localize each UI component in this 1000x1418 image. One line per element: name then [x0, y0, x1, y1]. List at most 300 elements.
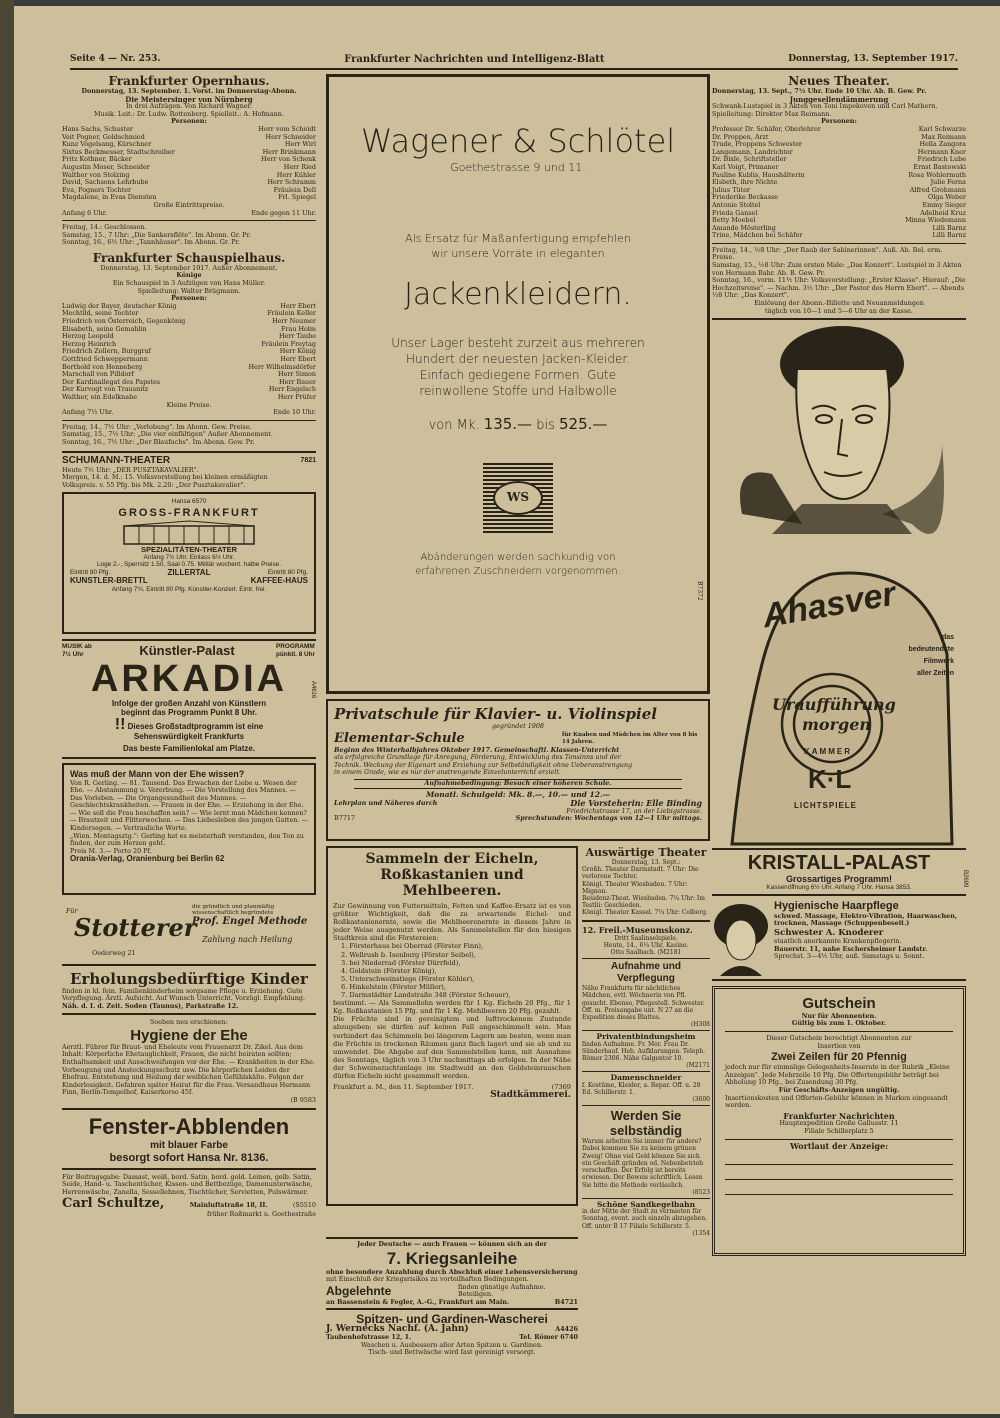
- privat-elem-side: für Knaben und Mädchen im Alter von 8 bis 14 Jahren.: [562, 732, 698, 745]
- neues-footer1: Einlösung der Abonn.-Billette und Neuanmeldungen: [754, 299, 924, 308]
- cast-role: Sixtus Beckmesser, Stadtschreiber: [62, 147, 175, 156]
- cast-role: Hans Sachs, Schuster: [62, 124, 133, 133]
- cast-actor: Olga Weber: [928, 193, 966, 202]
- upcoming-line: Samstag, 15., 7½ Uhr: „Die vier einfältigen" Außer Abonnement.: [62, 430, 273, 439]
- gutschein-exp: Hauptexpedition Große Gallusstr. 11: [779, 1119, 899, 1128]
- privat-elem: Elementar-Schule: [334, 730, 465, 746]
- cast-actor: Fräulein Keller: [267, 309, 316, 318]
- cast-actor: Julie Ferna: [930, 178, 966, 187]
- wagener-ad: [326, 74, 710, 694]
- kriegs-big: Abgelehnte: [326, 1284, 392, 1299]
- arkadia-l2: beginnt das Programm Punkt 8 Uhr.: [120, 707, 258, 717]
- price-prefix: von Mk.: [428, 418, 480, 433]
- cast-actor: Lilli Barnz: [932, 231, 966, 240]
- cast-role: Friedrich von Österreich, Gegenkönig: [62, 317, 186, 326]
- ehe-quote: „Wien. Montagsztg.": Gerling hat es meisterhaft verstanden, den Ton zu finden, der zum Herzen geht.: [70, 831, 304, 848]
- cast-actor: Herr Wirl: [284, 140, 316, 149]
- neues-theater-listing: [712, 74, 966, 320]
- museum-l2: Heute, 14., 6¼ Uhr, Kasino.: [603, 941, 689, 949]
- wagener-p1: Unser Lager besteht zurzeit aus mehreren: [391, 336, 645, 350]
- privat-cond: Aufnahmebedingung: Besuch einer höheren Schule.: [354, 779, 682, 789]
- neues-date: Donnerstag, 13. Sept., 7½ Uhr. Ende 10 Uhr. Ab. B. Gew. Pr.: [712, 87, 927, 95]
- schauspiel-title: Frankfurter Schauspielhaus.: [92, 250, 286, 265]
- header-left: Seite 4 — Nr. 253.: [70, 54, 161, 64]
- haar-text: schwed. Massage, Elektro-Vibration, Haarwaschen, trocknen, Massage (Schuppenbeseit.): [774, 911, 958, 928]
- upcoming-line: Samstag, 15., 7 Uhr: „Die Sankersflöte". Im Abonn. Gr. Pr.: [62, 230, 251, 239]
- kriegs-code: B4721: [554, 1297, 578, 1306]
- wagener-code: B7372: [696, 581, 703, 601]
- privat-l2: als erfolgreiche Grundlage für Anregung, Förderung, Entwicklung des Tonsinns und der: [334, 753, 621, 762]
- schumann-line2: Morgen, 14. d. M.: 15. Volksvorstellung bei kleinen ermäßigten: [62, 473, 268, 482]
- theater-item: Großh. Theater Darmstadt. 7 Uhr: Die verlorene Tochter.: [582, 866, 699, 881]
- neues-credits: Schwank-Lustspiel in 3 Akten von Toni Impekoven und Carl Mathern. Spielleitung: Direktor Max Reimann.: [712, 102, 938, 118]
- theater-item: Königl. Theater Kassel. 7¼ Uhr: Colberg.: [582, 909, 708, 917]
- opera-listing: [62, 74, 316, 247]
- cast-actor: Fräulein Freytag: [261, 339, 316, 348]
- cast-actor: Karl Schwarze: [918, 124, 966, 133]
- gutschein-l1: Dieser Gutschein berechtigt Abonnenten zur: [766, 1034, 912, 1042]
- kegel-title: Schöne Sandkegelbahn: [596, 1199, 696, 1209]
- arkadia-side: A4616: [310, 681, 316, 699]
- museum-title: 12. Freil.-Museumskonz.: [582, 924, 693, 935]
- kristall-ad: [712, 848, 966, 896]
- privat-code: B7717: [334, 814, 355, 823]
- cast-role: Magdalene, in Evas Diensten: [62, 193, 157, 202]
- kristall-l1: Grossartiges Programm!: [785, 874, 893, 885]
- cast-role: Walther von Stolzing: [62, 170, 130, 179]
- cast-role: Trude, Proppens Schwester: [712, 140, 802, 149]
- privat-head: Die Vorsteherin: Elle Binding: [570, 798, 702, 809]
- opera-credits: Musik. Leit.: Dr. Ludw. Rottenberg. Spielleit.: A. Hofmann.: [94, 109, 284, 118]
- kriegsanleihe-ad: [326, 1237, 578, 1307]
- schauspiel-subtitle: Ein Schauspiel in 3 Aufzügen von Hans Müller.: [112, 279, 266, 288]
- haar-hours: Sprechst. 3—4½ Uhr, auß. Samstags u. Sonnt.: [774, 952, 925, 961]
- ehe-publisher: Orania-Verlag, Oranienburg bei Berlin 62: [70, 854, 225, 864]
- cast-role: Der Kardinallegat des Papstes: [62, 377, 161, 386]
- hygiene-small: Soeben neu erschienen:: [150, 1018, 228, 1027]
- privat-addr: Friedrichstrasse 17, an der Liebigstrasse.: [566, 806, 702, 815]
- upcoming-line: Freitag, 14., 7½ Uhr: „Verlobung". Im Abonn. Gew. Preise.: [62, 422, 252, 431]
- gutschein-valid: Gültig bis zum 1. Oktober.: [791, 1019, 887, 1028]
- spitzen-tel: Tel. Römer 6740: [519, 1333, 578, 1342]
- header-right: Donnerstag, 13. September 1917.: [788, 54, 958, 64]
- gross-time: Anfang 7½ Uhr. Einlass 6½ Uhr.: [143, 553, 235, 561]
- schumann-phone: 7821: [300, 456, 316, 464]
- hygiene-text: Aerztl. Führer für Braut- und Eheleute vom Frauenarzt Dr. Zikel. Aus dem Inhalt: Körperliche Ehetauglichkeit, Frauen, die nicht heiraten sollten; Enthaltsamkeit und Ausschweifungen vor der Ehe. — Krankheiten in der Ehe. Vorbeugung und Ansteckungsschutz usw. Die körperlichen Leiden der Ehefrau. Entstehung und Heilung der weiblichen Gefühlskälte. Folgen der Kinderlosigkeit. Gefahren später Heirat für die Frau. Versandhaus Hermann Finn, Berlin-Tempelhof, Kaiserkorso 45f.: [62, 1042, 315, 1097]
- schauspiel-persons-label: Personen:: [171, 294, 207, 303]
- schultze-name: Carl Schultze,: [62, 1196, 165, 1212]
- collection-point: 6. Hinkelstein (Förster Müller),: [341, 982, 446, 991]
- cast-role: David, Sachsens Lehrbube: [62, 178, 149, 187]
- cast-actor: Minna Wiedemann: [905, 216, 966, 225]
- gross-bottom-right: KAFFEE-HAUS: [250, 576, 308, 586]
- wagener-l2: wir unsere Vorräte in eleganten: [431, 247, 605, 260]
- schultze-ad: [62, 1174, 316, 1219]
- wagener-price: [341, 415, 695, 435]
- neues-upcoming: [712, 247, 966, 300]
- spitzen-code: A4426: [555, 1325, 578, 1334]
- schumann-line1: Heute 7½ Uhr: „DER PUSZTAKAVALIER".: [62, 465, 199, 474]
- museum-l1: Dritt Saalinselspiele.: [614, 934, 678, 942]
- schultze-code: (S5510: [292, 1201, 316, 1210]
- selbst-title2: selbständig: [609, 1123, 683, 1139]
- schauspiel-prices: Kleine Preise.: [166, 400, 212, 409]
- schumann-ad: [62, 451, 316, 490]
- kristall-code: B2699: [962, 870, 968, 888]
- collection-point: 7. Darmstädter Landstraße 348 (Förster Scheuer),: [341, 991, 511, 1000]
- cast-actor: Friedrich Lube: [917, 155, 966, 164]
- arkadia-l4: Sehenswürdigkeit Frankfurts: [133, 731, 245, 741]
- cast-role: Pauline Kublis, Haushälterin: [712, 170, 805, 179]
- aufnahme-code: (H308: [690, 1021, 710, 1029]
- cast-role: Julius Tüter: [712, 185, 750, 194]
- privat-l1: Beginn des Winterhalbjahres Oktober 1917. Gemeinschaftl. Klassen-Unterricht: [334, 745, 620, 754]
- wagener-title: Wagener & Schlötel: [360, 122, 676, 160]
- ws-logo: [483, 463, 553, 533]
- cast-role: Walther, ein Edelknabe: [62, 392, 137, 401]
- collection-point: 1. Försterhaus bei Oberrad (Förster Finn),: [341, 942, 484, 951]
- gutschein-paper: Frankfurter Nachrichten: [783, 1110, 895, 1121]
- upcoming-line: Sonntag, 16., 6½ Uhr: „Tannhäuser". Im Abonn. Gr. Pr.: [62, 238, 240, 247]
- cast-role: Kunz Vogelsang, Kürschner: [62, 140, 152, 149]
- cast-role: Trine, Mädchen bei Schäfer: [712, 231, 803, 240]
- auswaert-date: Donnerstag, 13. Sept.:: [611, 859, 681, 866]
- schauspiel-cast-list: [62, 303, 316, 402]
- cast-actor: Hella Zangora: [919, 140, 966, 149]
- kriegs-l3: finden günstige Aufnahme. Beteiligen.: [458, 1282, 546, 1299]
- cast-actor: Herr Engelsch: [268, 385, 316, 394]
- neues-cast-list: [712, 126, 966, 240]
- gutschein-line[interactable]: [725, 1150, 953, 1165]
- privat-l4: in einem Grade, wie es nur der anstrengende Einzelunterricht erzielt.: [334, 768, 561, 777]
- wagener-l1: Als Ersatz für Maßanfertigung empfehlen: [405, 232, 631, 245]
- cast-actor: Herr Ried: [283, 162, 316, 171]
- kriegs-top: Jeder Deutsche — auch Frauen — können sich an der: [357, 1239, 547, 1248]
- upcoming-line: Sonntag, 16., 7½ Uhr: „Der Blaufuchs". Im Abonn. Gew. Pr.: [62, 437, 255, 446]
- cast-role: Friedrich Zollern, Burggraf: [62, 347, 151, 356]
- wagener-addr: Goethestrasse 9 und 11.: [450, 161, 586, 174]
- cast-role: Ludwig der Bayer, deutscher König: [62, 301, 177, 310]
- gutschein-sub: Nur für Abonnenten.: [801, 1011, 877, 1020]
- cast-actor: Herr Schneider: [265, 132, 316, 141]
- ahasver-ad: [712, 324, 966, 844]
- right-column: [712, 74, 966, 1256]
- kriegs-l2: mit Einschluß der Kriegsrisikos zu vorteilhaften Bedingungen.: [326, 1275, 529, 1284]
- privat-founded: gegründet 1908: [492, 722, 544, 730]
- sammeln-code: (7369: [551, 1083, 571, 1092]
- cast-role: Elsbeth, ihre Nichte: [712, 178, 778, 187]
- wagener-big: Jackenkleidern.: [404, 277, 632, 312]
- ahasver-ur: Uraufführung: [772, 695, 896, 715]
- ahasver-das: das: [941, 634, 954, 642]
- spitzen-ad: [326, 1308, 578, 1356]
- schumann-title: SCHUMANN-THEATER: [62, 454, 171, 466]
- cast-role: Elisabeth, seine Gemahlin: [62, 324, 147, 333]
- cast-actor: Rosa Wohlermuth: [908, 170, 966, 179]
- gutschein-l4: Für Geschäfts-Anzeigen ungültig.: [778, 1085, 900, 1094]
- cast-actor: Herr Prüfer: [277, 392, 316, 401]
- cast-actor: Herr Taube: [278, 332, 316, 341]
- stotterer-payment: Zahlung nach Heilung: [202, 934, 293, 944]
- fenster-l3: besorgt sofort Hansa Nr. 8136.: [109, 1151, 269, 1164]
- damen-text: f. Kostüme, Kleider, a. Repar. Off. u. 28 Ed. Schillerstr. 1.: [582, 1081, 701, 1096]
- header-center: Frankfurter Nachrichten und Intelligenz-Blatt: [344, 54, 605, 65]
- stotterer-street: Oederweg 21: [92, 948, 136, 957]
- gutschein-l5: Insertionskosten und Offerten-Gebühr können in Marken eingesandt werden.: [725, 1093, 948, 1110]
- cast-actor: Herr Neumer: [272, 317, 316, 326]
- ahasver-lichtspiele: LICHTSPIELE: [794, 801, 858, 811]
- schauspiel-listing: [62, 251, 316, 447]
- cast-actor: Frl. Spiegel: [278, 193, 316, 202]
- haar-text2: staatlich anerkannte Krankenpflegerin.: [774, 937, 902, 945]
- kegel-code: (1354: [692, 1229, 710, 1237]
- upcoming-line: Freitag, 14.: Geschlossen.: [62, 223, 147, 232]
- gross-prices: Loge 2.-, Sperrsitz 1.50, Saal 0.75. Militär wochent. halbe Preise.: [96, 561, 281, 569]
- auswaert-title: Auswärtige Theater: [585, 846, 707, 859]
- neues-work: Junggesellendämmerung: [789, 94, 889, 104]
- ahasver-morgen: morgen: [802, 715, 872, 735]
- ahasver-film: Filmwerk: [923, 658, 954, 666]
- ahasver-title: Ahasver: [759, 574, 899, 636]
- sammeln-notice: [326, 846, 578, 1206]
- opera-prices: Große Eintrittspreise.: [153, 200, 225, 209]
- schauspiel-work: Könige: [176, 271, 202, 280]
- theater-item: Königl. Theater Wiesbaden. 7 Uhr: Mignon.: [582, 880, 688, 895]
- cast-role: Dr. Bixle, Schriftsteller: [712, 155, 787, 164]
- gross-frankfurt-ad: [62, 492, 316, 634]
- ehe-order: Preis M. 3.— Porto 20 Pf.: [70, 846, 152, 855]
- erholung-title: Erholungsbedürftige Kinder: [70, 969, 308, 988]
- building-illustration: [114, 520, 264, 546]
- hygiene-ad: [62, 1019, 316, 1109]
- gutschein-coupon: [712, 986, 966, 1256]
- cast-actor: Herr Kühler: [276, 170, 316, 179]
- cast-role: Karl Voigt, Primaner: [712, 162, 779, 171]
- ehe-text: Von R. Gerling. — 81. Tausend. Das Erwachen der Liebe u. Wesen der Ehe. — Abstammung u. Vererbung. — Die Vorstellung des Mannes. — Das Vorleben. — Die Organgesundheit des Mannes. — Geschlechtskrankheiten. — Frauen in der Ehe. — Erziehung in der Ehe. — Wie soll die Frau beschaffen sein? — Wie lernt man Mädchen kennen? — Brautzeit und Flitterwochen. — Das Liebesleben des jungen Gatten. — Kindersegen. — Vertrauliche Worte.: [70, 778, 308, 833]
- ehe-book-ad: [62, 763, 316, 895]
- erholung-text: finden in kl. fein. Familienkinderheim sorgsame Pflege u. Erziehung. Gute Verpflegung. Ärztl. Aufsicht. Auf Wunsch Unterricht. Vorzügl. Empfehlung.: [62, 986, 306, 1003]
- damenschneider-ad: [582, 1074, 710, 1106]
- cast-role: Augustin Moser, Schneider: [62, 162, 150, 171]
- gross-center: ZILLERTAL: [167, 567, 211, 577]
- sammeln-title2: Roßkastanien und Mehlbeeren.: [380, 867, 524, 899]
- haar-title: Hygienische Haarpflege: [774, 899, 899, 912]
- privatent-code: (M2171: [686, 1062, 710, 1070]
- schauspiel-date: Donnerstag, 13. September 1917. Außer Abonnement.: [100, 263, 278, 272]
- schultze-addr2: früher Roßmarkt u. Goethestraße: [207, 1210, 316, 1219]
- privat-title: Privatschule für Klavier- u. Violinspiel: [334, 705, 657, 723]
- ws-logo-text: WS: [493, 481, 543, 515]
- stotterer-fuer: Für: [66, 906, 78, 915]
- wagener-p4: reinwollene Stoffe und Halbwolle: [419, 384, 617, 398]
- arkadia-programm: PROGRAMM pünktl. 8 Uhr: [276, 643, 316, 658]
- auswaert-items: [582, 866, 710, 916]
- price-high: 525.—: [558, 415, 608, 433]
- gutschein-line[interactable]: [725, 1180, 953, 1195]
- privatent-text: finden Aufnahme. Fr. Mor. Frau Dr. Sünderhauf. Heb. Aufklarungen. Teleph. Römer 2306. Nähe Galgentor 10.: [582, 1040, 706, 1063]
- aufnahme-ad: [582, 961, 710, 1031]
- schauspiel-end: Ende 10 Uhr.: [273, 408, 316, 417]
- schultze-addr: Mainluftstraße 18, II.: [189, 1201, 268, 1210]
- cast-role: Dr. Proppen, Arzt: [712, 132, 769, 141]
- kristall-title: KRISTALL-PALAST: [747, 852, 931, 875]
- collection-point: 2. Wellrush b. Isenburg (Förster Seibel),: [341, 950, 476, 959]
- cast-actor: Fräulein Dell: [273, 185, 316, 194]
- privat-lesson: Lehrplan und Näheres durch: [334, 799, 438, 808]
- cast-actor: Max Reimann: [921, 132, 966, 141]
- cast-actor: Ernst Bastowski: [913, 162, 966, 171]
- arkadia-ad: MUSIK ab 7½ Uhr Künstler-Palast PROGRAMM pünktl. 8 Uhr ARKADIA Infolge der großen Anzahl von Künstlern beginnt das Programm Punkt 8 Uhr. !! Dieses Großstadtprogramm ist eine Sehenswürdigkeit Frankfurts Das beste Familienlokal am Platze. A4616: [62, 639, 316, 758]
- gross-bottom-left: KUNSTLER-BRETTL: [70, 576, 148, 586]
- sammeln-t3: Die Früchte sind in gereinigtem und lufttrockenem Zustande abzugeben; sie dürfen auf keinen Fall angeschimmelt sein. Man verhindert das Schimmeln bei längerem Lagern am besten, wenn man die Früchte in trockenen Räumen ganz flach lagert und sie ab und zu umwendet. Die Abgabe auf den Sammelstellen kann, mit Ausnahme des Sonntags, täglich von 3 Uhr nachmittags ab erfolgen. In der Nähe der Schweinezuchtanlage im Stadtwald an den Goldsteinrauschen dürfen Eicheln nicht gesammelt werden.: [333, 1015, 571, 1080]
- cast-role: Gottfried Schweppermann: [62, 355, 148, 363]
- opera-title: Frankfurter Opernhaus.: [108, 74, 270, 88]
- cast-role: Berthold von Henneberg: [62, 362, 143, 371]
- gutschein-l2: Insertion von: [817, 1041, 861, 1050]
- opera-date: Donnerstag, 13. September. 1. Vorst. im Donnerstag-Abonn.: [81, 87, 297, 95]
- cast-role: Herzog Heinrich: [62, 339, 117, 348]
- gross-right-entry: Eintritt 80 Pfg.: [267, 568, 308, 576]
- stotterer-method: Prof. Engel Methode: [192, 915, 308, 927]
- wagener-f1: Abänderungen werden sachkundig von: [420, 552, 616, 563]
- museum-ad: [582, 925, 710, 960]
- aufnahme-text: Nähe Frankfurts für nächtliches Mädchen, evtl. Wöchnerin von Pfl. gesucht. Ebenso, Pflegestell. Schwester. Off. m. Preisangabe unt. N 27 an die Expedition dieses Blattes.: [582, 985, 705, 1022]
- ahasver-aller: aller Zeiten: [917, 670, 954, 678]
- cast-role: Amande Mösterling: [712, 223, 776, 232]
- collection-point: 4. Goldstein (Förster König),: [341, 966, 437, 975]
- cast-actor: Emmy Sieger: [922, 200, 966, 209]
- haar-addr: Bauerstr. 11, nahe Eschersheimer Landstr.: [774, 944, 928, 953]
- cast-role: Eva, Pogners Tochter: [62, 185, 132, 194]
- cast-role: Friederike Beckasse: [712, 193, 779, 202]
- kristall-l2: Kassenöffnung 6½ Uhr. Anfang 7 Uhr. Hansa 3853.: [766, 884, 912, 892]
- middle-column: [326, 74, 710, 1357]
- gutschein-wort: Wortlaut der Anzeige:: [789, 1140, 889, 1151]
- price-low: 135.—: [483, 415, 533, 433]
- woman-portrait: [712, 900, 770, 976]
- cast-row: [712, 232, 966, 240]
- kriegs-title: 7. Kriegsanleihe: [386, 1248, 518, 1268]
- sammeln-text: Zur Gewinnung von Futtermitteln, Fetten und Kaffee-Ersatz ist es von größter Wichtigkeit, daß die zu erwartende Eichel- und Roßkastanienernte, sowie die Mehlbeerenernte in diesem Jahre in jeder Weise ausgenutzt werden. Als Sammelstellen für den hiesigen Stadtkreis sind die Förstereien:: [333, 902, 571, 943]
- gutschein-line[interactable]: [725, 1165, 953, 1180]
- cast-actor: Frau Holm: [281, 324, 316, 333]
- cast-role: Veit Pogner, Goldschmied: [62, 132, 145, 141]
- stotterer-right: die gründlich und planmäßig wissenschaftlich begründete: [192, 903, 275, 916]
- gutschein-big: Zwei Zeilen für 20 Pfennig: [771, 1051, 907, 1064]
- cast-actor: Herr von Schenk: [261, 155, 316, 164]
- schauspiel-start: Anfang 7½ Uhr.: [62, 408, 114, 417]
- kegel-text: in der Mitte der Stadt zu vermieten für Sonntag, event. auch einzeln abzugeben. Off. unter B 17 Filiale Schillerstr. 5.: [582, 1208, 707, 1230]
- haarpflege-ad: [712, 900, 966, 981]
- theater-item: Residenz-Theat. Wiesbaden. 7¼ Uhr: Im Testlii: Geschieden.: [582, 895, 705, 910]
- museum-l3: Otto Saalbach. (M2181: [610, 949, 682, 957]
- gross-bottom-line: Anfang 7¾. Eintritt 80 Pfg. Künstler-Konzert. Eintr. frei.: [111, 586, 267, 594]
- spitzen-addr: Taubenhofstrasse 12, 1.: [326, 1333, 412, 1342]
- opera-cast-list: [62, 126, 316, 202]
- cast-actor: Herr Bauer: [279, 377, 316, 386]
- cast-role: Herzog Leopold: [62, 332, 114, 341]
- arkadia-kp: Künstler-Palast: [139, 643, 235, 659]
- cast-actor: Herr Ebert: [280, 301, 316, 310]
- stotterer-ad: [62, 900, 316, 966]
- collection-point: 3. bei Niederrad (Förster Dürrfeld),: [341, 958, 461, 967]
- damen-title: Damenschneider: [610, 1073, 682, 1083]
- neues-title: Neues Theater.: [788, 74, 890, 88]
- cast-role: Betty Moebel: [712, 216, 756, 225]
- opera-persons-label: Personen:: [171, 117, 207, 126]
- sammeln-title1: Sammeln der Eicheln,: [365, 851, 539, 867]
- spitzen-title: Spitzen- und Gardinen-Wascherei: [356, 1312, 548, 1327]
- collection-point: 5. Unterschweinstiege (Förster Köhler),: [341, 974, 475, 983]
- cast-actor: Herr vom Scheidt: [258, 124, 316, 133]
- aufnahme-title: Aufnahme und Verpflegung: [611, 961, 681, 985]
- opera-start: Anfang 6 Uhr.: [62, 208, 108, 217]
- gross-title: GROSS-FRANKFURT: [118, 506, 260, 519]
- spitzen-l2: Tisch- und Bettwäsche wird fast gereinigt versorgt.: [368, 1348, 536, 1357]
- kriegs-firm: an Bassenstein & Fegler, A.-G., Frankfurt am Main.: [326, 1297, 510, 1306]
- cast-actor: Herr Simon: [278, 370, 316, 379]
- gutschein-title: Gutschein: [802, 994, 876, 1012]
- cast-actor: Herr Wilhelmsdörfer: [248, 362, 316, 371]
- selbst-title1: Werden Sie: [610, 1108, 682, 1124]
- cast-actor: Hermann Kner: [917, 147, 966, 156]
- gross-sub: SPEZIALITÄTEN-THEATER: [140, 544, 238, 554]
- hygiene-title: Hygiene der Ehe: [130, 1026, 248, 1044]
- privat-fee: Monatl. Schulgeld: Mk. 8.—, 10.— und 12.—: [425, 789, 611, 799]
- arkadia-name: ARKADIA: [90, 657, 288, 700]
- gutschein-fil: Filiale Schillerplatz 5: [804, 1126, 874, 1135]
- arkadia-l1: Infolge der großen Anzahl von Künstlern: [111, 698, 267, 708]
- arkadia-l5: Das beste Familienlokal am Platze.: [122, 743, 256, 753]
- neues-footer2: täglich von 10—1 und 5—6 Uhr an der Kasse.: [765, 306, 913, 315]
- spitzen-l1: Waschen u. Ausbessern aller Arten Spitzen u. Gardinen.: [361, 1340, 543, 1349]
- price-mid: bis: [536, 418, 555, 433]
- schauspiel-upcoming: [62, 424, 316, 447]
- kegelbahn-ad: [582, 1201, 710, 1237]
- sammeln-t2: bestimmt. — Als Sammellohn werden für 1 Kg. Eicheln 20 Pfg., für 1 Kg. Roßkastanien 15 Pfg. und für 1 Kg. Mehlbeeren 20 Pfg. gezahlt.: [333, 999, 571, 1016]
- fenster-title: Fenster-Abblenden: [88, 1113, 290, 1139]
- hygiene-code: (B 9583: [290, 1096, 316, 1105]
- schumann-line3: Volkspreis. v. 55 Pfg. bis Mk. 2.20: „Der Pusztakavalier".: [62, 480, 246, 489]
- cast-role: Fritz Kothner, Bäcker: [62, 155, 132, 164]
- opera-acts: In drei Aufzügen. Von Richard Wagner.: [125, 102, 253, 111]
- page-header: [70, 54, 958, 70]
- cast-actor: Herr Schramm: [267, 178, 316, 187]
- schultze-text: Für Beitragsgabe: Damast, weiß, bord. Satin, bord. gold. Leinen, gelb. Satin, Seide, Hand- u. Taschentücher, Kissen- und Bettbezüge, Damenunterwäsche, Herrenwäsche, Zanella, Sessellehnen, Tischtücher, Servietten, Pulswärmer.: [62, 1172, 313, 1196]
- arkadia-musik: MUSIK ab 7½ Uhr: [62, 643, 92, 658]
- cast-role: Langemann, Landrichter: [712, 147, 793, 156]
- ahasver-bedeut: bedeutendste: [908, 646, 954, 654]
- sammeln-list: [341, 942, 571, 999]
- selbstaendig-ad: [582, 1108, 710, 1199]
- auswaertige-theater: [582, 846, 710, 922]
- privatentbindung-ad: [582, 1033, 710, 1072]
- cast-actor: Herr König: [279, 347, 316, 356]
- damen-code: (3600: [692, 1096, 710, 1104]
- upcoming-line: Sonntag, 16., vorm. 11½ Uhr: Volksvorstellung: „Erster Klasse". Hierauf: „Die Hochzeitsreise". — Nachm. 3½ Uhr: „Der Pastor des Herrn Ebert". — Abends ½8 Uhr: „Das Konzert".: [712, 276, 966, 300]
- cast-actor: Lilli Barnz: [932, 223, 966, 232]
- sammeln-date: Frankfurt a. M., den 11. September 1917.: [333, 1083, 474, 1092]
- cast-actor: Alfred Grohmann: [909, 185, 966, 194]
- wagener-f2: erfahrenen Zuschneidern vorgenommen.: [415, 566, 621, 577]
- privat-hours: Sprechstunden: Wochentags von 12—1 Uhr mittags.: [515, 814, 702, 823]
- schauspiel-credits: Spielleitung: Walter Brügmann.: [137, 286, 241, 295]
- sammeln-sign: Stadtkämmerei.: [490, 1090, 571, 1101]
- cast-actor: Adelheid Kruz: [920, 208, 966, 217]
- haar-name: Schwester A. Knoderer: [774, 928, 884, 938]
- gutschein-l3: jedoch nur für einmalige Gelegenheits-Inserate in der Rubrik „Kleine Anzeigen". Jede Mehrzeile 10 Pfg. Die Offertengebühr beträgt bei Abholung 10 Pfg., bei Zusendung 30 Pfg.: [725, 1063, 950, 1087]
- cast-role: Professor Dr. Schäfer, Oberlehrer: [712, 124, 821, 133]
